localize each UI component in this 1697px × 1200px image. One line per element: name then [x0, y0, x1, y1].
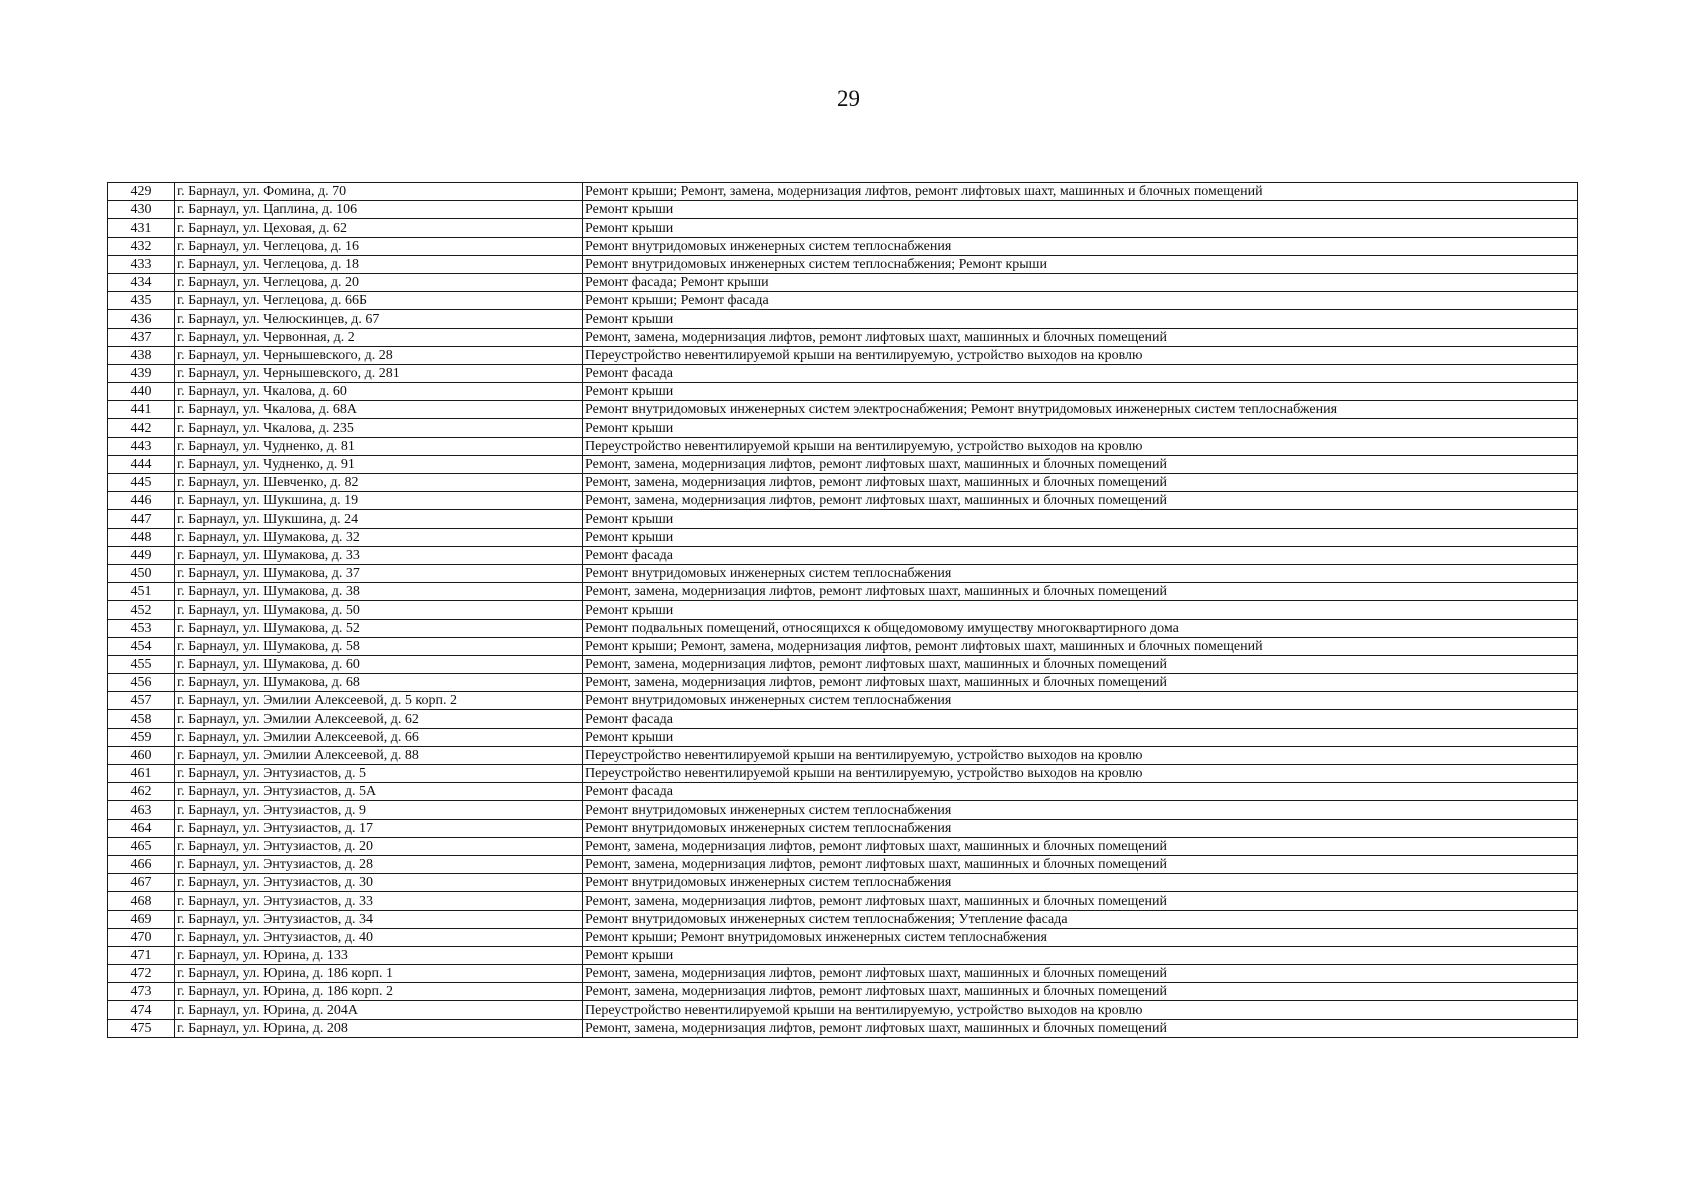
row-number-cell: 454: [108, 637, 175, 655]
address-cell: г. Барнаул, ул. Шумакова, д. 38: [175, 583, 583, 601]
table-row: [108, 546, 1578, 564]
works-cell: Переустройство невентилируемой крыши на вентилируемую, устройство выходов на кровлю: [583, 437, 1578, 455]
address-cell: г. Барнаул, ул. Шукшина, д. 24: [175, 510, 583, 528]
address-cell: г. Барнаул, ул. Энтузиастов, д. 33: [175, 892, 583, 910]
works-cell: Ремонт крыши: [583, 201, 1578, 219]
table-row: [108, 946, 1578, 964]
address-cell: г. Барнаул, ул. Чернышевского, д. 281: [175, 364, 583, 382]
row-number-cell: 469: [108, 910, 175, 928]
address-cell: г. Барнаул, ул. Юрина, д. 208: [175, 1019, 583, 1037]
works-cell: Ремонт фасада; Ремонт крыши: [583, 273, 1578, 291]
address-cell: г. Барнаул, ул. Цаплина, д. 106: [175, 201, 583, 219]
row-number-cell: 456: [108, 674, 175, 692]
table-row: [108, 746, 1578, 764]
works-cell: Ремонт внутридомовых инженерных систем теплоснабжения: [583, 237, 1578, 255]
row-number-cell: 432: [108, 237, 175, 255]
works-cell: Ремонт внутридомовых инженерных систем теплоснабжения: [583, 801, 1578, 819]
row-number-cell: 453: [108, 619, 175, 637]
table-row: [108, 910, 1578, 928]
row-number-cell: 451: [108, 583, 175, 601]
table-row: [108, 492, 1578, 510]
row-number-cell: 465: [108, 837, 175, 855]
works-cell: Ремонт, замена, модернизация лифтов, ремонт лифтовых шахт, машинных и блочных помещений: [583, 474, 1578, 492]
address-cell: г. Барнаул, ул. Эмилии Алексеевой, д. 66: [175, 728, 583, 746]
row-number-cell: 430: [108, 201, 175, 219]
row-number-cell: 433: [108, 255, 175, 273]
works-cell: Ремонт, замена, модернизация лифтов, ремонт лифтовых шахт, машинных и блочных помещений: [583, 892, 1578, 910]
works-cell: Ремонт крыши; Ремонт, замена, модернизация лифтов, ремонт лифтовых шахт, машинных и блочных помещений: [583, 637, 1578, 655]
row-number-cell: 449: [108, 546, 175, 564]
row-number-cell: 450: [108, 564, 175, 582]
row-number-cell: 458: [108, 710, 175, 728]
works-cell: Ремонт фасада: [583, 783, 1578, 801]
table-row: [108, 874, 1578, 892]
works-cell: Ремонт, замена, модернизация лифтов, ремонт лифтовых шахт, машинных и блочных помещений: [583, 674, 1578, 692]
address-cell: г. Барнаул, ул. Червонная, д. 2: [175, 328, 583, 346]
works-cell: Ремонт крыши: [583, 528, 1578, 546]
address-cell: г. Барнаул, ул. Фомина, д. 70: [175, 183, 583, 201]
table-body: [108, 183, 1578, 1038]
row-number-cell: 475: [108, 1019, 175, 1037]
row-number-cell: 473: [108, 983, 175, 1001]
address-cell: г. Барнаул, ул. Шумакова, д. 37: [175, 564, 583, 582]
table-row: [108, 273, 1578, 291]
table-row: [108, 783, 1578, 801]
row-number-cell: 474: [108, 1001, 175, 1019]
table-row: [108, 419, 1578, 437]
address-cell: г. Барнаул, ул. Энтузиастов, д. 34: [175, 910, 583, 928]
works-cell: Ремонт, замена, модернизация лифтов, ремонт лифтовых шахт, машинных и блочных помещений: [583, 655, 1578, 673]
address-cell: г. Барнаул, ул. Чеглецова, д. 16: [175, 237, 583, 255]
works-cell: Ремонт крыши: [583, 728, 1578, 746]
table-row: [108, 237, 1578, 255]
works-cell: Ремонт внутридомовых инженерных систем теплоснабжения; Утепление фасада: [583, 910, 1578, 928]
table-row: [108, 765, 1578, 783]
works-cell: Ремонт, замена, модернизация лифтов, ремонт лифтовых шахт, машинных и блочных помещений: [583, 837, 1578, 855]
row-number-cell: 466: [108, 855, 175, 873]
works-cell: Ремонт, замена, модернизация лифтов, ремонт лифтовых шахт, машинных и блочных помещений: [583, 492, 1578, 510]
table-row: [108, 892, 1578, 910]
works-cell: Переустройство невентилируемой крыши на вентилируемую, устройство выходов на кровлю: [583, 746, 1578, 764]
row-number-cell: 441: [108, 401, 175, 419]
address-cell: г. Барнаул, ул. Шумакова, д. 58: [175, 637, 583, 655]
table-row: [108, 710, 1578, 728]
address-cell: г. Барнаул, ул. Челюскинцев, д. 67: [175, 310, 583, 328]
address-cell: г. Барнаул, ул. Юрина, д. 133: [175, 946, 583, 964]
works-cell: Ремонт крыши: [583, 419, 1578, 437]
row-number-cell: 442: [108, 419, 175, 437]
table-row: [108, 201, 1578, 219]
row-number-cell: 452: [108, 601, 175, 619]
works-cell: Ремонт крыши: [583, 510, 1578, 528]
table-row: [108, 619, 1578, 637]
works-cell: Ремонт, замена, модернизация лифтов, ремонт лифтовых шахт, машинных и блочных помещений: [583, 1019, 1578, 1037]
works-cell: Переустройство невентилируемой крыши на вентилируемую, устройство выходов на кровлю: [583, 765, 1578, 783]
row-number-cell: 462: [108, 783, 175, 801]
repair-works-table: [107, 182, 1578, 1038]
works-cell: Ремонт внутридомовых инженерных систем теплоснабжения: [583, 874, 1578, 892]
row-number-cell: 429: [108, 183, 175, 201]
row-number-cell: 443: [108, 437, 175, 455]
table-row: [108, 455, 1578, 473]
row-number-cell: 445: [108, 474, 175, 492]
works-cell: Ремонт, замена, модернизация лифтов, ремонт лифтовых шахт, машинных и блочных помещений: [583, 965, 1578, 983]
row-number-cell: 455: [108, 655, 175, 673]
works-cell: Ремонт, замена, модернизация лифтов, ремонт лифтовых шахт, машинных и блочных помещений: [583, 855, 1578, 873]
row-number-cell: 470: [108, 928, 175, 946]
row-number-cell: 464: [108, 819, 175, 837]
row-number-cell: 448: [108, 528, 175, 546]
address-cell: г. Барнаул, ул. Шумакова, д. 68: [175, 674, 583, 692]
address-cell: г. Барнаул, ул. Энтузиастов, д. 9: [175, 801, 583, 819]
table-row: [108, 292, 1578, 310]
address-cell: г. Барнаул, ул. Чкалова, д. 68А: [175, 401, 583, 419]
works-cell: Ремонт крыши: [583, 219, 1578, 237]
table-row: [108, 564, 1578, 582]
table-row: [108, 674, 1578, 692]
address-cell: г. Барнаул, ул. Шумакова, д. 33: [175, 546, 583, 564]
table-row: [108, 1019, 1578, 1037]
row-number-cell: 459: [108, 728, 175, 746]
address-cell: г. Барнаул, ул. Чкалова, д. 60: [175, 383, 583, 401]
works-cell: Ремонт крыши: [583, 383, 1578, 401]
address-cell: г. Барнаул, ул. Шумакова, д. 52: [175, 619, 583, 637]
table-row: [108, 983, 1578, 1001]
row-number-cell: 468: [108, 892, 175, 910]
address-cell: г. Барнаул, ул. Шумакова, д. 50: [175, 601, 583, 619]
address-cell: г. Барнаул, ул. Чеглецова, д. 20: [175, 273, 583, 291]
address-cell: г. Барнаул, ул. Шумакова, д. 60: [175, 655, 583, 673]
row-number-cell: 457: [108, 692, 175, 710]
table-row: [108, 601, 1578, 619]
address-cell: г. Барнаул, ул. Чудненко, д. 91: [175, 455, 583, 473]
table-row: [108, 837, 1578, 855]
page-number: 29: [837, 86, 860, 111]
table-row: [108, 183, 1578, 201]
works-cell: Ремонт крыши: [583, 310, 1578, 328]
table-row: [108, 364, 1578, 382]
address-cell: г. Барнаул, ул. Цеховая, д. 62: [175, 219, 583, 237]
works-cell: Ремонт фасада: [583, 364, 1578, 382]
row-number-cell: 434: [108, 273, 175, 291]
row-number-cell: 444: [108, 455, 175, 473]
works-cell: Ремонт крыши; Ремонт фасада: [583, 292, 1578, 310]
address-cell: г. Барнаул, ул. Эмилии Алексеевой, д. 5 корп. 2: [175, 692, 583, 710]
address-cell: г. Барнаул, ул. Энтузиастов, д. 5: [175, 765, 583, 783]
works-cell: Ремонт крыши; Ремонт внутридомовых инженерных систем теплоснабжения: [583, 928, 1578, 946]
address-cell: г. Барнаул, ул. Шумакова, д. 32: [175, 528, 583, 546]
address-cell: г. Барнаул, ул. Чеглецова, д. 66Б: [175, 292, 583, 310]
row-number-cell: 472: [108, 965, 175, 983]
table-row: [108, 819, 1578, 837]
address-cell: г. Барнаул, ул. Энтузиастов, д. 30: [175, 874, 583, 892]
address-cell: г. Барнаул, ул. Энтузиастов, д. 28: [175, 855, 583, 873]
address-cell: г. Барнаул, ул. Эмилии Алексеевой, д. 62: [175, 710, 583, 728]
table-row: [108, 655, 1578, 673]
table-row: [108, 328, 1578, 346]
works-cell: Переустройство невентилируемой крыши на вентилируемую, устройство выходов на кровлю: [583, 346, 1578, 364]
row-number-cell: 446: [108, 492, 175, 510]
works-cell: Ремонт внутридомовых инженерных систем теплоснабжения: [583, 564, 1578, 582]
works-cell: Ремонт крыши; Ремонт, замена, модернизация лифтов, ремонт лифтовых шахт, машинных и блочных помещений: [583, 183, 1578, 201]
address-cell: г. Барнаул, ул. Энтузиастов, д. 5А: [175, 783, 583, 801]
works-cell: Ремонт, замена, модернизация лифтов, ремонт лифтовых шахт, машинных и блочных помещений: [583, 583, 1578, 601]
table-row: [108, 692, 1578, 710]
table-row: [108, 801, 1578, 819]
address-cell: г. Барнаул, ул. Шукшина, д. 19: [175, 492, 583, 510]
row-number-cell: 463: [108, 801, 175, 819]
address-cell: г. Барнаул, ул. Юрина, д. 204А: [175, 1001, 583, 1019]
table-row: [108, 1001, 1578, 1019]
table-row: [108, 583, 1578, 601]
address-cell: г. Барнаул, ул. Энтузиастов, д. 17: [175, 819, 583, 837]
row-number-cell: 447: [108, 510, 175, 528]
works-cell: Переустройство невентилируемой крыши на вентилируемую, устройство выходов на кровлю: [583, 1001, 1578, 1019]
address-cell: г. Барнаул, ул. Эмилии Алексеевой, д. 88: [175, 746, 583, 764]
table-row: [108, 528, 1578, 546]
address-cell: г. Барнаул, ул. Шевченко, д. 82: [175, 474, 583, 492]
address-cell: г. Барнаул, ул. Энтузиастов, д. 20: [175, 837, 583, 855]
works-cell: Ремонт, замена, модернизация лифтов, ремонт лифтовых шахт, машинных и блочных помещений: [583, 328, 1578, 346]
row-number-cell: 460: [108, 746, 175, 764]
row-number-cell: 437: [108, 328, 175, 346]
address-cell: г. Барнаул, ул. Чудненко, д. 81: [175, 437, 583, 455]
address-cell: г. Барнаул, ул. Чеглецова, д. 18: [175, 255, 583, 273]
table-row: [108, 510, 1578, 528]
row-number-cell: 461: [108, 765, 175, 783]
row-number-cell: 440: [108, 383, 175, 401]
table-row: [108, 437, 1578, 455]
works-cell: Ремонт фасада: [583, 546, 1578, 564]
works-cell: Ремонт крыши: [583, 601, 1578, 619]
table-row: [108, 855, 1578, 873]
table-row: [108, 219, 1578, 237]
address-cell: г. Барнаул, ул. Энтузиастов, д. 40: [175, 928, 583, 946]
table-row: [108, 474, 1578, 492]
row-number-cell: 439: [108, 364, 175, 382]
works-cell: Ремонт фасада: [583, 710, 1578, 728]
works-cell: Ремонт, замена, модернизация лифтов, ремонт лифтовых шахт, машинных и блочных помещений: [583, 983, 1578, 1001]
table-row: [108, 346, 1578, 364]
row-number-cell: 467: [108, 874, 175, 892]
works-cell: Ремонт крыши: [583, 946, 1578, 964]
works-cell: Ремонт подвальных помещений, относящихся к общедомовому имуществу многоквартирного дома: [583, 619, 1578, 637]
address-cell: г. Барнаул, ул. Юрина, д. 186 корп. 2: [175, 983, 583, 1001]
works-cell: Ремонт внутридомовых инженерных систем теплоснабжения; Ремонт крыши: [583, 255, 1578, 273]
table-row: [108, 965, 1578, 983]
table-row: [108, 401, 1578, 419]
row-number-cell: 436: [108, 310, 175, 328]
works-cell: Ремонт, замена, модернизация лифтов, ремонт лифтовых шахт, машинных и блочных помещений: [583, 455, 1578, 473]
table-row: [108, 383, 1578, 401]
address-cell: г. Барнаул, ул. Юрина, д. 186 корп. 1: [175, 965, 583, 983]
row-number-cell: 431: [108, 219, 175, 237]
table-row: [108, 255, 1578, 273]
address-cell: г. Барнаул, ул. Чернышевского, д. 28: [175, 346, 583, 364]
row-number-cell: 471: [108, 946, 175, 964]
table-row: [108, 310, 1578, 328]
works-cell: Ремонт внутридомовых инженерных систем теплоснабжения: [583, 692, 1578, 710]
table-row: [108, 928, 1578, 946]
works-cell: Ремонт внутридомовых инженерных систем теплоснабжения: [583, 819, 1578, 837]
table-row: [108, 728, 1578, 746]
works-cell: Ремонт внутридомовых инженерных систем электроснабжения; Ремонт внутридомовых инженерных систем теплоснабжения: [583, 401, 1578, 419]
row-number-cell: 438: [108, 346, 175, 364]
table-row: [108, 637, 1578, 655]
row-number-cell: 435: [108, 292, 175, 310]
address-cell: г. Барнаул, ул. Чкалова, д. 235: [175, 419, 583, 437]
